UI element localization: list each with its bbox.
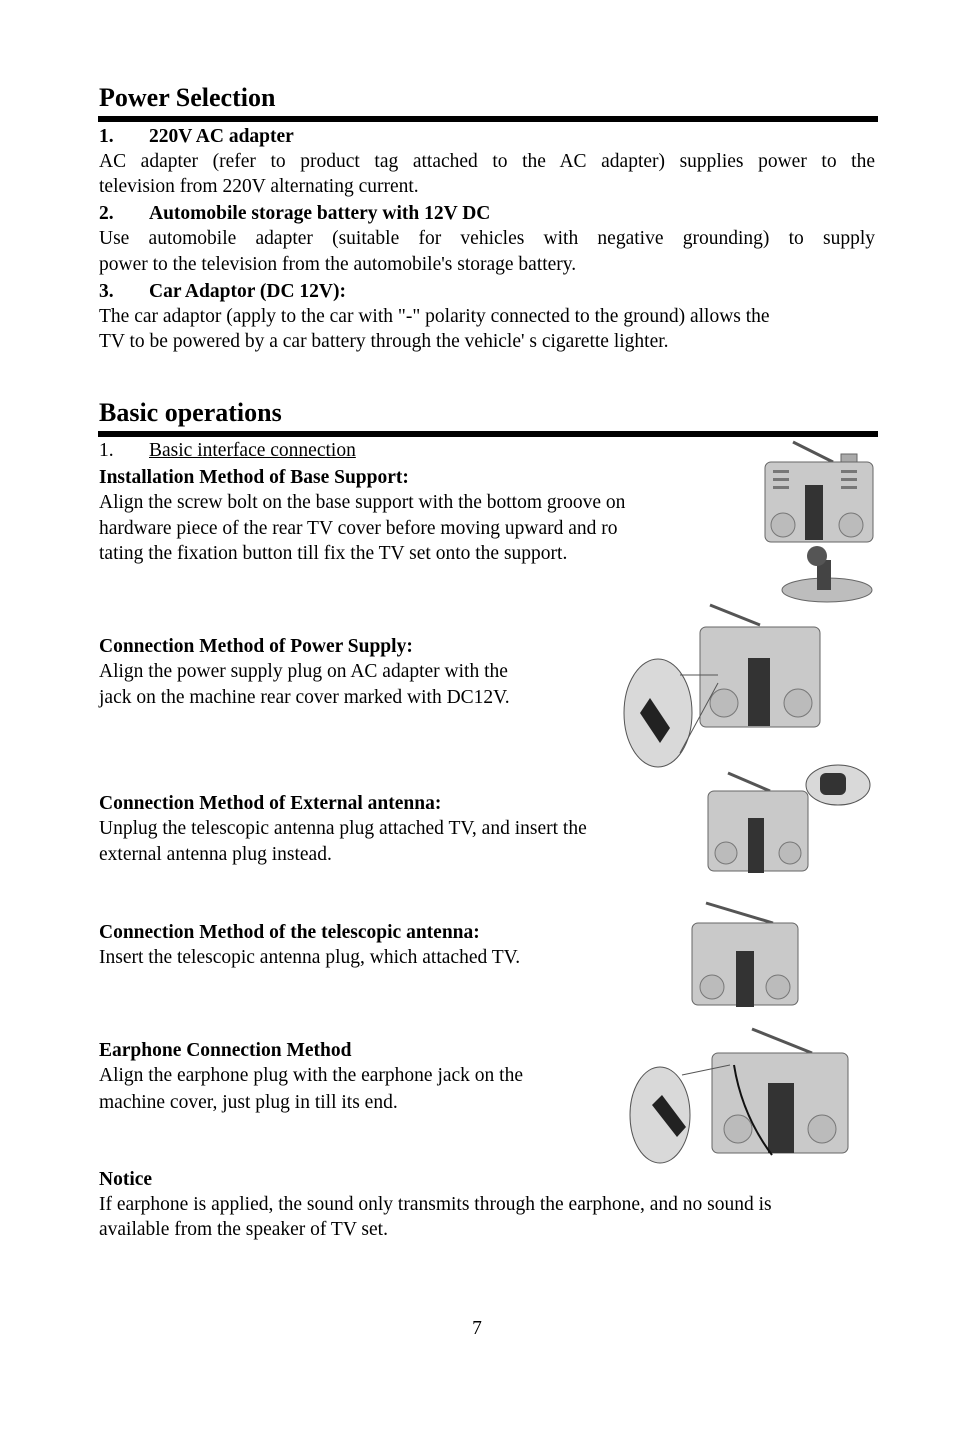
tv-rear-earphone-plug-image — [622, 1025, 852, 1165]
base-support-text: tating the fixation button till fix the TV set onto the support. — [99, 543, 568, 564]
notice-text: available from the speaker of TV set. — [99, 1219, 388, 1240]
base-support-title: Installation Method of Base Support: — [99, 467, 409, 488]
external-antenna-title: Connection Method of External antenna: — [99, 793, 442, 814]
base-support-text: Align the screw bolt on the base support with the bottom groove on — [99, 492, 626, 513]
tv-rear-base-support-image — [755, 440, 877, 608]
power-supply-text: Align the power supply plug on AC adapter with the — [99, 661, 508, 682]
power-item-1-title: 1. 220V AC adapter — [99, 126, 294, 147]
telescopic-antenna-text: Insert the telescopic antenna plug, which attached TV. — [99, 947, 521, 968]
earphone-title: Earphone Connection Method — [99, 1040, 352, 1061]
heading-rule — [98, 431, 878, 437]
power-item-1-text: television from 220V alternating current. — [99, 176, 419, 197]
basic-operations-heading: Basic operations — [99, 398, 282, 427]
telescopic-antenna-title: Connection Method of the telescopic antenna: — [99, 922, 480, 943]
external-antenna-text: external antenna plug instead. — [99, 844, 332, 865]
power-supply-text: jack on the machine rear cover marked with DC12V. — [99, 687, 510, 708]
base-support-text: hardware piece of the rear TV cover before moving upward and ro — [99, 518, 618, 539]
power-item-3-title: 3. Car Adaptor (DC 12V): — [99, 281, 346, 302]
tv-rear-telescopic-antenna-image — [688, 895, 803, 1010]
tv-rear-external-antenna-image — [700, 763, 872, 878]
heading-rule — [98, 116, 878, 122]
external-antenna-text: Unplug the telescopic antenna plug attached TV, and insert the — [99, 818, 587, 839]
basic-interface-subtitle: 1. Basic interface connection — [99, 440, 356, 461]
power-item-1-text: AC adapter (refer to product tag attached to the AC adapter) supplies power to the — [99, 151, 875, 172]
power-selection-heading: Power Selection — [99, 83, 276, 112]
notice-title: Notice — [99, 1169, 153, 1190]
power-item-3-text: TV to be powered by a car battery through the vehicle' s cigarette lighter. — [99, 331, 669, 352]
tv-rear-power-plug-image — [620, 603, 825, 768]
power-item-2-text: power to the television from the automobile's storage battery. — [99, 254, 577, 275]
power-supply-title: Connection Method of Power Supply: — [99, 636, 413, 657]
earphone-text: Align the earphone plug with the earphone jack on the — [99, 1065, 523, 1086]
earphone-text: machine cover, just plug in till its end. — [99, 1092, 398, 1113]
page-number: 7 — [472, 1318, 482, 1339]
power-item-3-text: The car adaptor (apply to the car with "-" polarity connected to the ground) allows the — [99, 306, 770, 327]
power-item-2-text: Use automobile adapter (suitable for vehicles with negative grounding) to supply — [99, 228, 875, 249]
notice-text: If earphone is applied, the sound only transmits through the earphone, and no sound is — [99, 1194, 772, 1215]
power-item-2-title: 2. Automobile storage battery with 12V DC — [99, 203, 491, 224]
